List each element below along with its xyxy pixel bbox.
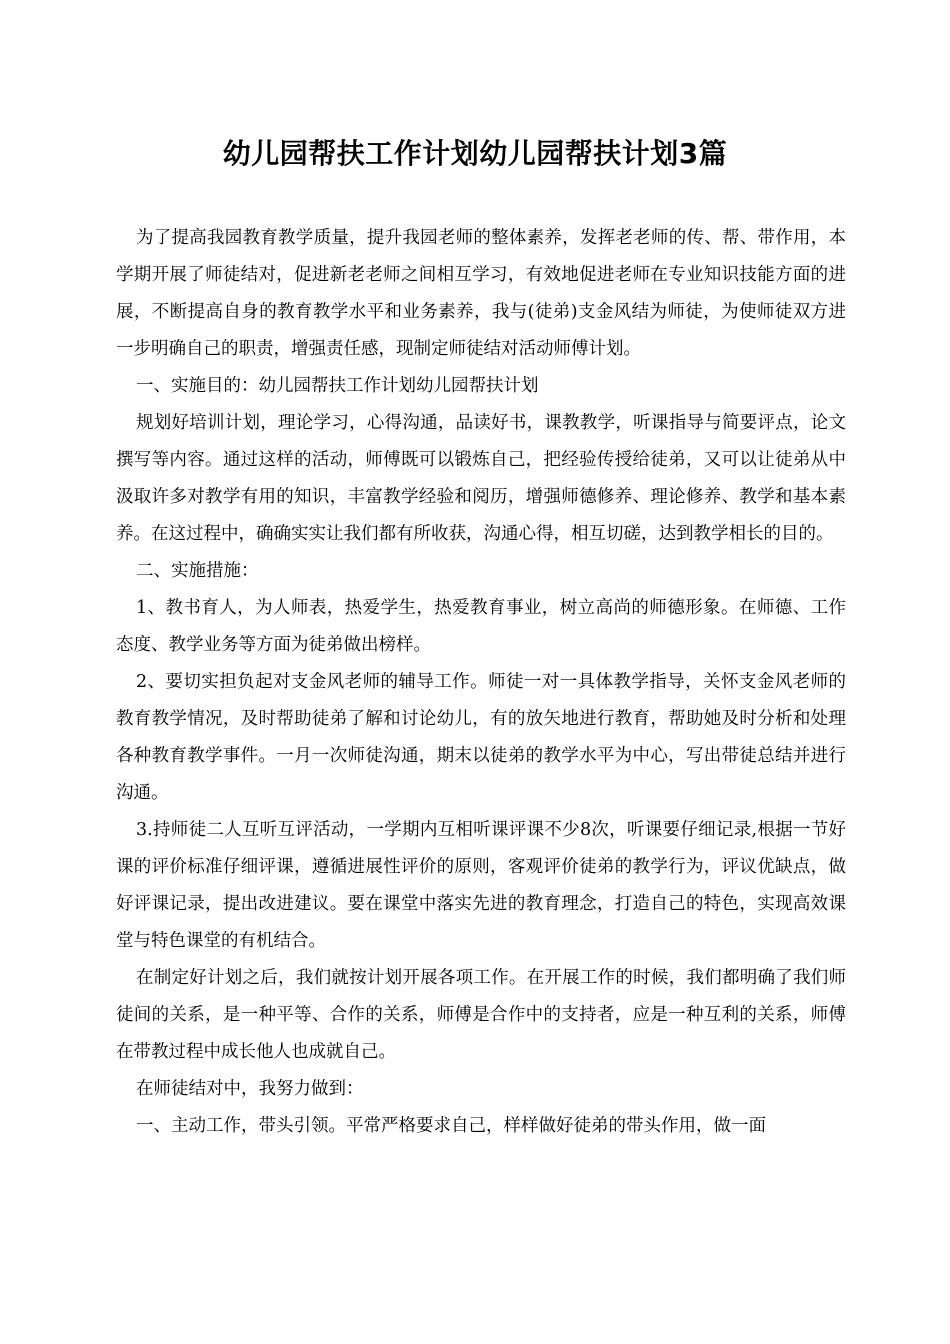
paragraph-measure-1: 1、教书育人，为人师表，热爱学生，热爱教育事业，树立高尚的师德形象。在师德、工作态度、教学业务等方面为徒弟做出榜样。: [116, 598, 846, 655]
section-heading-measures: 二、实施措施：: [136, 561, 259, 581]
section-heading-purpose: 一、实施目的：幼儿园帮扶工作计划幼儿园帮扶计划: [136, 376, 539, 396]
paragraph-measure-3: 3.持师徒二人互听互评活动，一学期内互相听课评课不少8次，听课要仔细记录,根据一节好课的评价标准仔细评课，遵循进展性评价的原则，客观评价徒弟的教学行为，评议优缺点，做好评课记录，提出改进建议。要在课堂中落实先进的教育理念，打造自己的特色，实现高效课堂与特色课堂的有机结合。: [116, 820, 846, 951]
document-title: 幼儿园帮扶工作计划幼儿园帮扶计划3篇: [222, 137, 728, 170]
paragraph-measure-2: 2、要切实担负起对支金风老师的辅导工作。师徒一对一具体教学指导，关怀支金风老师的教育教学情况，及时帮助徒弟了解和讨论幼儿，有的放矢地进行教育，帮助她及时分析和处理各种教育教学事件。一月一次师徒沟通，期末以徒弟的教学水平为中心，写出带徒总结并进行沟通。: [116, 672, 846, 803]
paragraph-plan: 规划好培训计划，理论学习，心得沟通，品读好书，课教教学，听课指导与简要评点，论文撰写等内容。通过这样的活动，师傅既可以锻炼自己，把经验传授给徒弟，又可以让徒弟从中汲取许多对教学有用的知识，丰富教学经验和阅历，增强师德修养、理论修养、教学和基本素养。在这过程中，确确实实让我们都有所收获，沟通心得，相互切磋，达到教学相长的目的。: [116, 413, 846, 544]
document-body: [116, 220, 846, 1145]
paragraph-after-plan: 在制定好计划之后，我们就按计划开展各项工作。在开展工作的时候，我们都明确了我们师徒间的关系，是一种平等、合作的关系，师傅是合作中的支持者，应是一种互利的关系，师傅在带教过程中成长他人也成就自己。: [116, 968, 846, 1062]
paragraph-effort-1: 一、主动工作，带头引领。平常严格要求自己，样样做好徒弟的带头作用，做一面: [136, 1116, 766, 1136]
paragraph-intro: 为了提高我园教育教学质量，提升我园老师的整体素养，发挥老老师的传、帮、带作用，本学期开展了师徒结对，促进新老老师之间相互学习，有效地促进老师在专业知识技能方面的进展，不断提高自身的教育教学水平和业务素养，我与(徒弟)支金风结为师徒，为使师徒双方进一步明确自己的职责，增强责任感，现制定师徒结对活动师傅计划。: [116, 228, 846, 359]
paragraph-efforts: 在师徒结对中，我努力做到：: [136, 1079, 364, 1099]
